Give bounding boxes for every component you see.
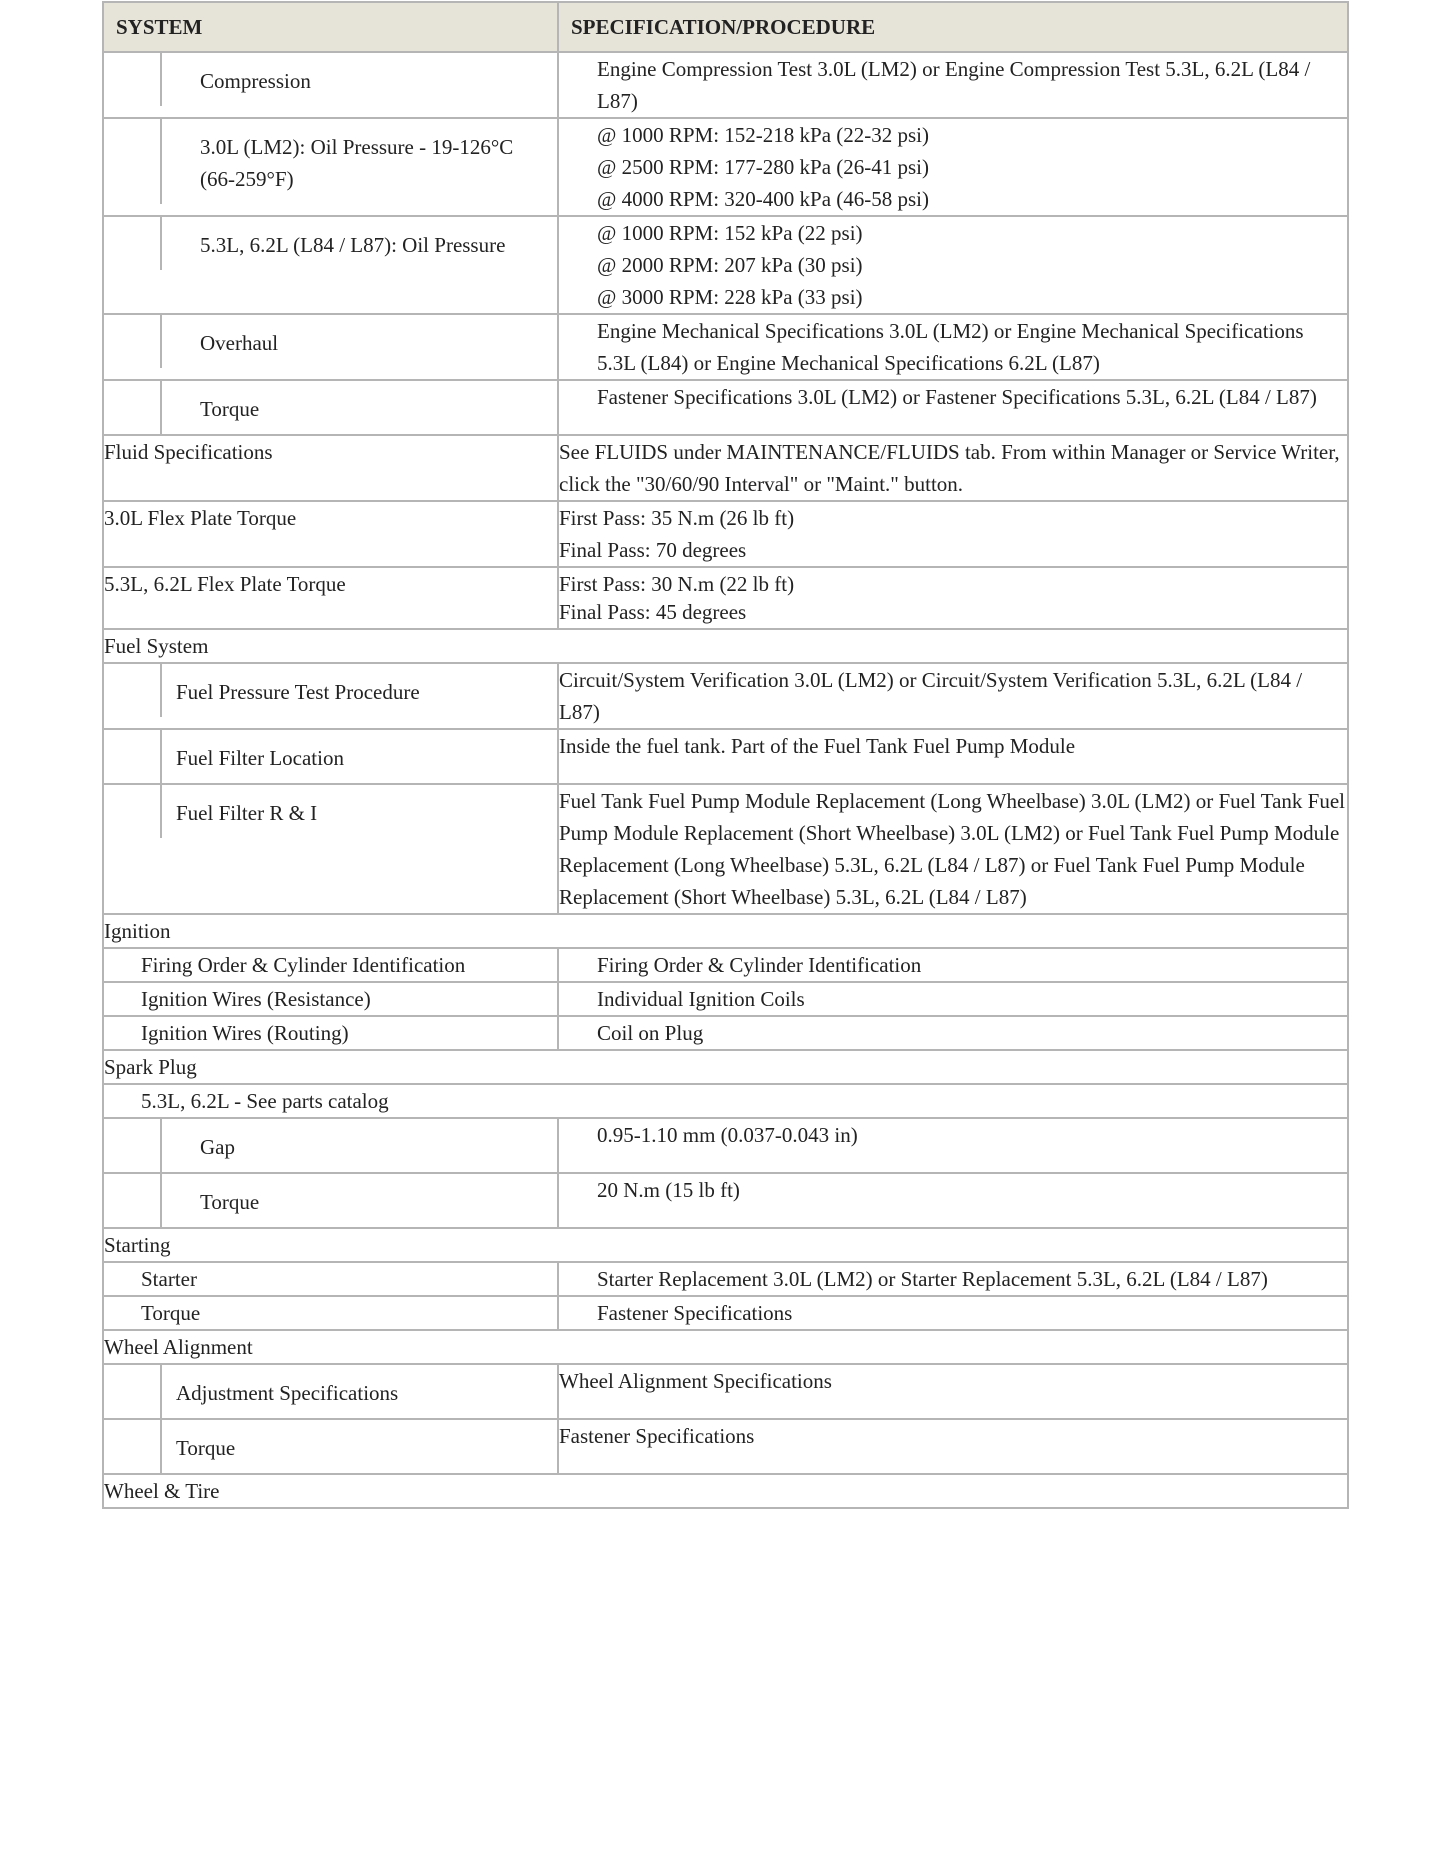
section-row [103,914,1348,948]
system-cell: Firing Order & Cylinder Identification [103,948,558,982]
spec-cell: See FLUIDS under MAINTENANCE/FLUIDS tab. From within Manager or Service Writer, click the "30/60/90 Interval" or "Maint." button. [558,435,1348,501]
system-cell: Gap [200,1135,235,1159]
spec-cell: First Pass: 30 N.m (22 lb ft) Final Pass: 45 degrees [558,567,1348,629]
spec-cell: Inside the fuel tank. Part of the Fuel Tank Fuel Pump Module [558,729,1348,784]
table-row [103,380,1348,435]
table-row [103,1262,1348,1296]
table-row [103,948,1348,982]
system-cell: Torque [103,1296,558,1330]
section-heading: Wheel Alignment [103,1330,1348,1364]
system-cell: Fuel Filter R & I [176,801,318,825]
table-row [103,1173,1348,1228]
section-row [103,629,1348,663]
table-row [103,982,1348,1016]
spec-cell: Wheel Alignment Specifications [558,1364,1348,1419]
system-cell: Starter [103,1262,558,1296]
section-heading: Spark Plug [103,1050,1348,1084]
spec-cell: Fastener Specifications [558,1419,1348,1474]
table-row [103,1419,1348,1474]
system-cell: Adjustment Specifications [176,1381,399,1405]
table-row [103,501,1348,567]
system-cell: Ignition Wires (Resistance) [103,982,558,1016]
table-row [103,663,1348,729]
system-cell: Fuel Filter Location [176,746,344,770]
system-cell: Fuel Pressure Test Procedure [176,680,420,704]
table-row [103,567,1348,629]
table-row [103,784,1348,914]
spec-table [102,1,1349,1509]
system-cell: Torque [200,1190,260,1214]
spec-cell: Circuit/System Verification 3.0L (LM2) or Circuit/System Verification 5.3L, 6.2L (L84 / L87) [558,663,1348,729]
spec-cell: Coil on Plug [558,1016,1348,1050]
system-cell: 5.3L, 6.2L (L84 / L87): Oil Pressure [200,233,506,257]
spec-cell: Engine Mechanical Specifications 3.0L (LM2) or Engine Mechanical Specifications 5.3L (L84) or Engine Mechanical Specifications 6.2L (L87) [558,314,1348,380]
section-heading: Wheel & Tire [103,1474,1348,1508]
section-row [103,1084,1348,1118]
system-cell: 5.3L, 6.2L Flex Plate Torque [103,567,558,629]
system-cell: Torque [176,1436,236,1460]
system-cell: Ignition Wires (Routing) [103,1016,558,1050]
spec-column-header: SPECIFICATION/PROCEDURE [558,2,1348,52]
spec-cell: 0.95-1.10 mm (0.037-0.043 in) [558,1118,1348,1173]
section-row [103,1050,1348,1084]
system-column-header: SYSTEM [103,2,558,52]
spec-cell: 20 N.m (15 lb ft) [558,1173,1348,1228]
spec-cell: Individual Ignition Coils [558,982,1348,1016]
table-row [103,216,1348,314]
system-cell: 3.0L (LM2): Oil Pressure - 19-126°C (66-259°F) [200,135,514,191]
section-row [103,1330,1348,1364]
section-row [103,1474,1348,1508]
spec-cell: @ 1000 RPM: 152 kPa (22 psi) @ 2000 RPM: 207 kPa (30 psi) @ 3000 RPM: 228 kPa (33 psi) [558,216,1348,314]
table-row [103,435,1348,501]
section-heading: Ignition [103,914,1348,948]
spec-cell: Fastener Specifications [558,1296,1348,1330]
system-cell: Fluid Specifications [103,435,558,501]
spec-cell: Engine Compression Test 3.0L (LM2) or Engine Compression Test 5.3L, 6.2L (L84 / L87) [558,52,1348,118]
table-row [103,118,1348,216]
system-cell: Compression [200,69,311,93]
subsection-heading: 5.3L, 6.2L - See parts catalog [103,1084,1348,1118]
spec-cell: Starter Replacement 3.0L (LM2) or Starter Replacement 5.3L, 6.2L (L84 / L87) [558,1262,1348,1296]
spec-cell: @ 1000 RPM: 152-218 kPa (22-32 psi) @ 2500 RPM: 177-280 kPa (26-41 psi) @ 4000 RPM: 320-400 kPa (46-58 psi) [558,118,1348,216]
table-row [103,52,1348,118]
table-header-row [103,2,1348,52]
system-cell: Overhaul [200,331,279,355]
spec-cell: First Pass: 35 N.m (26 lb ft) Final Pass: 70 degrees [558,501,1348,567]
table-row [103,314,1348,380]
system-cell: Torque [200,397,260,421]
table-row [103,1118,1348,1173]
table-row [103,729,1348,784]
system-cell: 3.0L Flex Plate Torque [103,501,558,567]
section-heading: Fuel System [103,629,1348,663]
table-row [103,1364,1348,1419]
table-row [103,1016,1348,1050]
spec-cell: Firing Order & Cylinder Identification [558,948,1348,982]
spec-cell: Fastener Specifications 3.0L (LM2) or Fastener Specifications 5.3L, 6.2L (L84 / L87) [558,380,1348,435]
table-row [103,1296,1348,1330]
section-row [103,1228,1348,1262]
section-heading: Starting [103,1228,1348,1262]
spec-cell: Fuel Tank Fuel Pump Module Replacement (Long Wheelbase) 3.0L (LM2) or Fuel Tank Fuel Pump Module Replacement (Short Wheelbase) 3.0L (LM2) or Fuel Tank Fuel Pump Module Replacement (Long Wheelbase) 5.3L, 6.2L (L84 / L87) or Fuel Tank Fuel Pump Module Replacement (Short Wheelbase) 5.3L, 6.2L (L84 / L87) [558,784,1348,914]
